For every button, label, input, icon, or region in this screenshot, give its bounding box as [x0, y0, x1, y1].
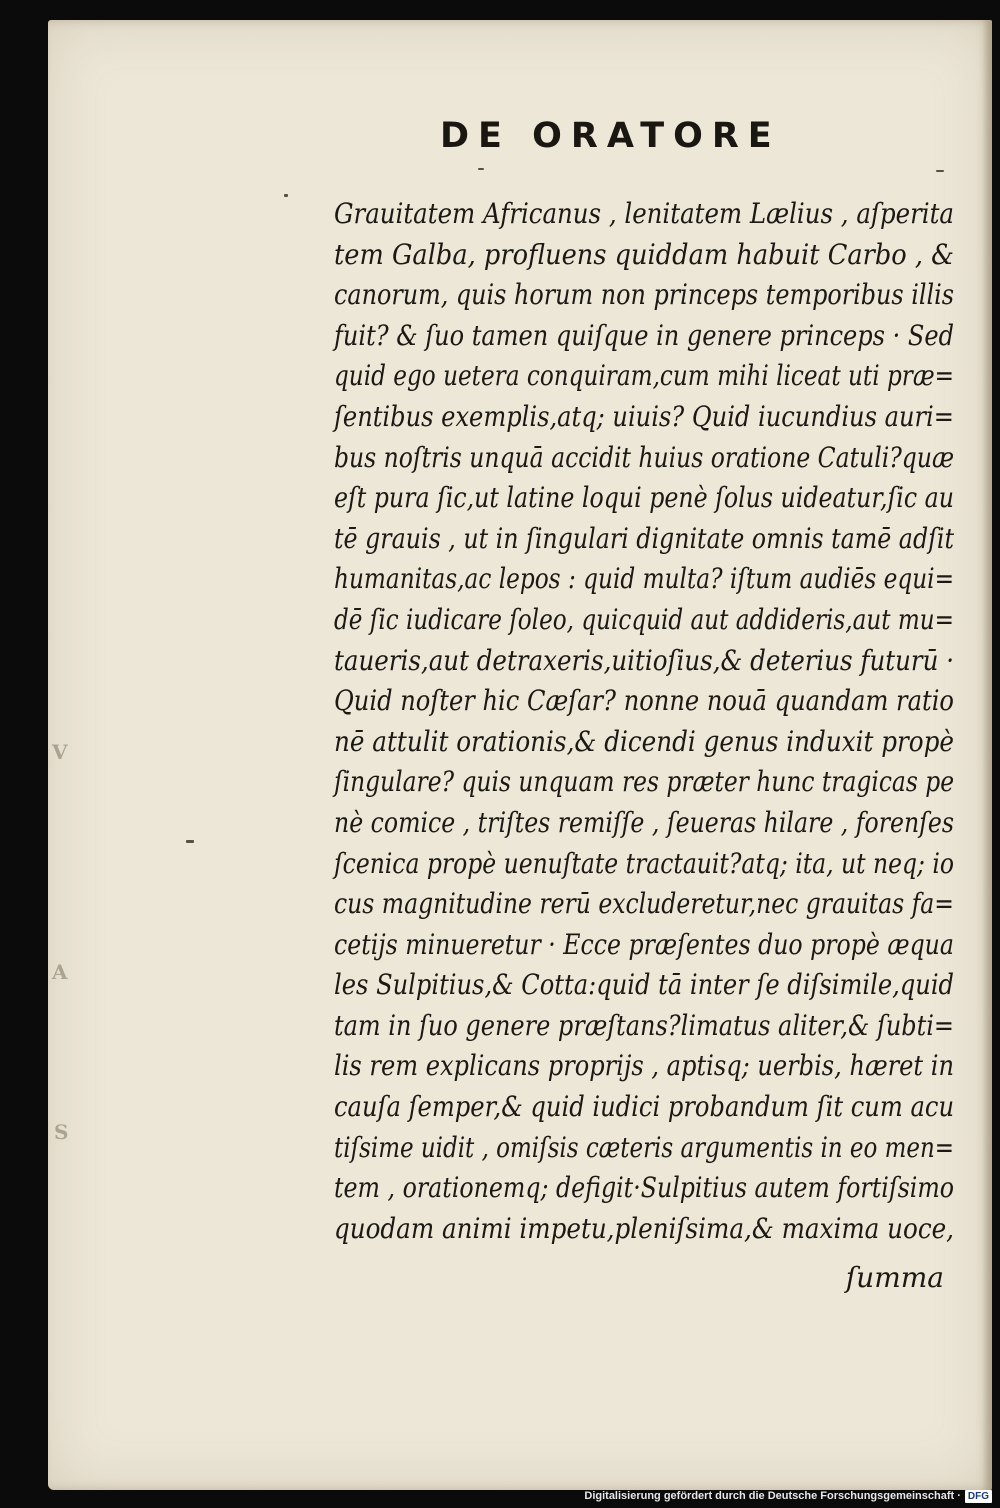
text-line: tiſsime uidit , omiſsis cæteris argumentis in eo men= [334, 1130, 954, 1164]
catchword: ſumma [845, 1261, 944, 1294]
text-line: cetijs minueretur · Ecce præſentes duo propè æqua [334, 927, 954, 961]
text-line: quodam animi impetu,pleniſsima,& maxima uoce, [334, 1211, 955, 1245]
text-line: cauſa ſemper,& quid iudici probandum ſit cum acu [334, 1090, 955, 1124]
margin-mark [936, 170, 944, 172]
text-line: tem Galba, profluens quiddam habuit Carbo , & [334, 237, 954, 271]
text-line: nè comice , triſtes remiſſe , ſeueras hilare , forenſes [334, 805, 954, 839]
text-line: tē grauis , ut in ſingulari dignitate omnis tamē adſit [334, 521, 955, 555]
margin-mark [186, 840, 194, 843]
text-line: humanitas,ac lepos : quid multa? iſtum audiēs equi= [334, 562, 955, 596]
text-line: eſt pura ſic,ut latine loqui penè ſolus uideatur,ſic au [334, 481, 954, 515]
text-line: les Sulpitius,& Cotta:quid tā inter ſe diſsimile,quid [334, 968, 955, 1002]
text-line: Grauitatem Africanus , lenitatem Lælius , aſperita [334, 197, 954, 230]
dfg-logo: DFG [965, 1490, 992, 1503]
bleed-through-mark: A [52, 960, 68, 984]
text-line: bus noſtris unquā accidit huius oratione Catuli?quæ [334, 440, 955, 474]
text-line: ſentibus exemplis,atq; uiuis? Quid iucundius auri= [334, 399, 954, 433]
margin-mark [478, 168, 484, 170]
bleed-through-mark: V [52, 740, 68, 764]
text-line: tem , orationemq; defigit·Sulpitius autem fortiſsimo [334, 1171, 955, 1205]
footer-credit: Digitalisierung gefördert durch die Deutsche Forschungsgemeinschaft · [584, 1490, 961, 1502]
text-line: taueris,aut detraxeris,uitioſius,& deterius futurū · [334, 643, 955, 677]
page-edge-shadow [982, 20, 992, 1490]
text-line: canorum, quis horum non princeps temporibus illis [334, 278, 955, 312]
text-line: ſingulare? quis unquam res præter hunc tragicas pe [334, 765, 955, 799]
bleed-through-mark: S [54, 1120, 69, 1144]
text-line: fuit? & ſuo tamen quiſque in genere princeps · Sed [334, 318, 954, 352]
body-text [334, 194, 954, 1249]
text-line: quid ego uetera conquiram,cum mihi liceat uti præ= [334, 359, 954, 393]
text-line: cus magnitudine rerū excluderetur,nec grauitas fa= [334, 887, 954, 921]
text-line: lis rem explicans proprijs , aptisq; uerbis, hæret in [334, 1049, 954, 1083]
text-line: Quid noſter hic Cæſar? nonne nouā quandam ratio [334, 684, 954, 718]
running-head: DE ORATORE [440, 116, 781, 156]
margin-mark [284, 194, 288, 197]
digitization-footer [584, 1488, 992, 1504]
text-line: dē ſic iudicare ſoleo, quicquid aut addideris,aut mu= [334, 602, 955, 636]
book-page [48, 20, 992, 1490]
text-line: tam in ſuo genere præſtans?limatus aliter,& ſubti= [334, 1008, 955, 1042]
text-line: nē attulit orationis,& dicendi genus induxit propè [334, 724, 955, 758]
text-line: ſcenica propè uenuſtate tractauit?atq; ita, ut neq; io [334, 846, 955, 880]
